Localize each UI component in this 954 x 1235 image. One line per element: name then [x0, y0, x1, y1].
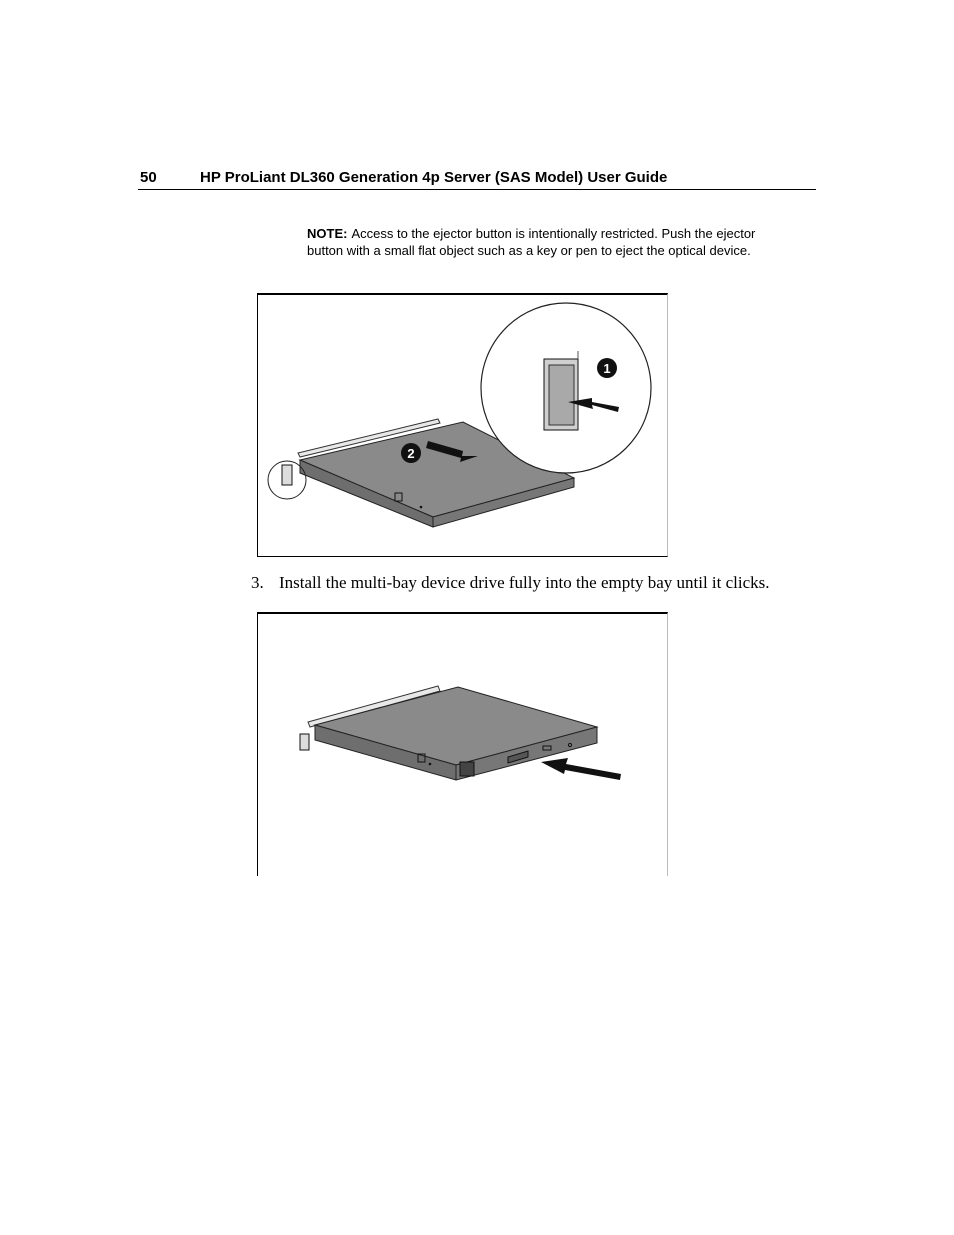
- step-number: 3.: [251, 573, 264, 592]
- note-block: [307, 225, 767, 259]
- page-header: [138, 168, 816, 190]
- figure-eject-device: [257, 293, 668, 557]
- guide-title: HP ProLiant DL360 Generation 4p Server (SAS Model) User Guide: [200, 169, 668, 186]
- page-number: 50: [140, 169, 157, 186]
- figure-install-device: [257, 612, 668, 876]
- note-text: Access to the ejector button is intentionally restricted. Push the ejector button with a small flat object such as a key or pen to eject the optical device.: [307, 226, 756, 258]
- callout-2-label: 2: [407, 446, 415, 461]
- note-label: NOTE:: [307, 226, 348, 241]
- callout-1-label: 1: [603, 361, 611, 376]
- eject-illustration: [258, 295, 667, 556]
- insert-arrow-icon: [541, 758, 621, 780]
- install-illustration: [258, 614, 667, 876]
- step-text: Install the multi-bay device drive fully into the empty bay until it clicks.: [279, 573, 770, 592]
